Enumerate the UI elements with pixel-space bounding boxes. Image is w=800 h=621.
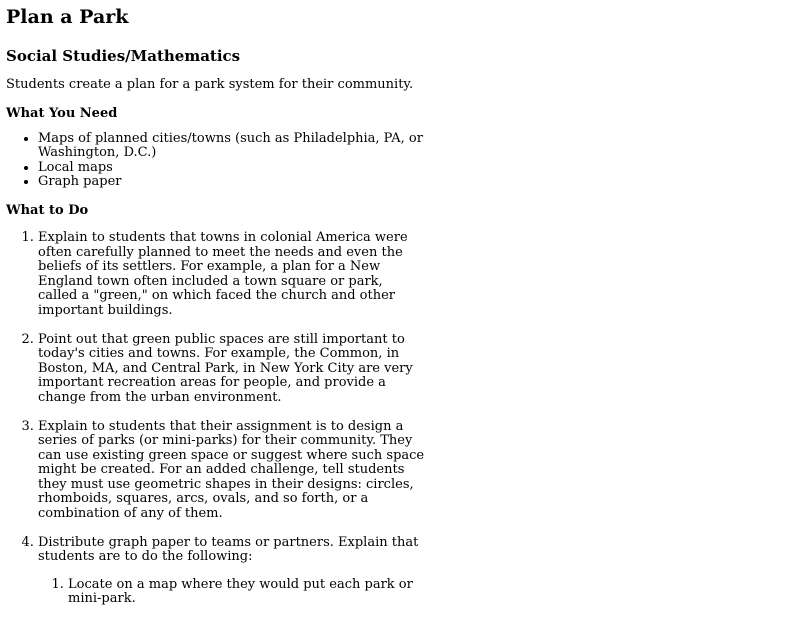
step-text: Point out that green public spaces are still important to today's cities and towns. For example, the Common, in Boston, MA, and Central Park, in New York City are very important recreation areas for people, and provide a change from the urban environment. <box>38 331 413 405</box>
sub-steps-list <box>38 578 426 607</box>
intro-text: Students create a plan for a park system for their community. <box>6 77 414 92</box>
list-item: • Local maps <box>38 161 426 176</box>
list-item: • Graph paper <box>38 175 426 190</box>
step-item <box>38 333 426 406</box>
subject-heading: Social Studies/Mathematics <box>6 47 241 65</box>
what-to-do-heading: What to Do <box>6 202 89 218</box>
step-item <box>38 231 426 319</box>
step-text: Explain to students that towns in colonial America were often carefully planned to meet the needs and even the beliefs of its settlers. For example, a plan for a New England town often included a town square or park, called a "green," on which faced the church and other important buildings. <box>38 229 408 318</box>
steps-list <box>6 231 426 607</box>
sub-step-item: 1. Locate on a map where they would put each park or mini-park. <box>68 578 426 607</box>
what-you-need-heading: What You Need <box>6 105 118 121</box>
document-page <box>6 0 426 621</box>
step-text: Distribute graph paper to teams or partners. Explain that students are to do the following: <box>38 534 419 565</box>
step-text: Explain to students that their assignment is to design a series of parks (or mini-parks) for their community. They can use existing green space or suggest where such space might be created. For an added challenge, tell students they must use geometric shapes in their designs: circles, rhomboids, squares, arcs, ovals, and so forth, or a combination of any of them. <box>38 418 425 522</box>
page-title: Plan a Park <box>6 6 129 28</box>
materials-list <box>6 132 426 190</box>
list-item: • Maps of planned cities/towns (such as Philadelphia, PA, or Washington, D.C.) <box>38 132 426 161</box>
step-item <box>38 536 426 607</box>
step-item <box>38 420 426 522</box>
